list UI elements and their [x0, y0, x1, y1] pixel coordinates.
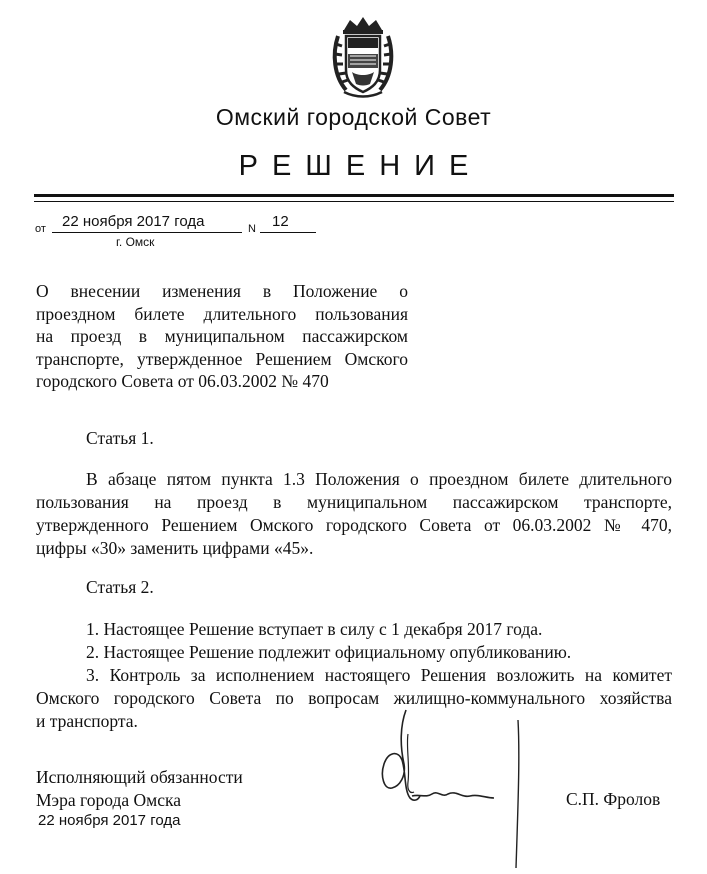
date-from-label: от: [35, 223, 46, 235]
article-1-line: утвержденного Решением Омского городского Совета от 06.03.2002 № 470,: [36, 515, 672, 535]
subject-line: транспорте, утвержденное Решением Омского: [36, 348, 408, 369]
signature-date: 22 ноября 2017 года: [38, 812, 181, 829]
article-1-line: пользования на проезд в муниципальном пассажирском транспорте,: [36, 492, 672, 512]
city-label: г. Омск: [116, 235, 155, 249]
document-subject: [36, 280, 408, 393]
signatory-position: [36, 766, 243, 811]
article-1-body: [36, 468, 672, 560]
header-divider-thick: [34, 194, 674, 197]
position-line: Исполняющий обязанности: [36, 767, 243, 787]
handwritten-signature: [370, 706, 540, 872]
article-2-item-continuation: и транспорта.: [36, 711, 138, 731]
subject-line: на проезд в муниципальном пассажирском: [36, 326, 408, 346]
document-date: 22 ноября 2017 года: [52, 213, 242, 233]
article-2-body: [36, 618, 672, 733]
article-2-title: Статья 2.: [86, 577, 154, 597]
document-type-title: РЕШЕНИЕ: [238, 150, 483, 182]
signatory-name: С.П. Фролов: [566, 789, 661, 809]
article-2-item: 1. Настоящее Решение вступает в силу с 1 декабря 2017 года.: [86, 619, 543, 639]
coat-of-arms-emblem: [330, 14, 396, 98]
article-2-item: 2. Настоящее Решение подлежит официальному опубликованию.: [86, 642, 572, 662]
subject-line: О внесении изменения в Положение о: [36, 281, 408, 301]
subject-line: городского Совета от 06.03.2002 № 470: [36, 371, 329, 391]
article-2-item: 3. Контроль за исполнением настоящего Решения возложить на комитет: [86, 665, 672, 685]
subject-line: проездном билете длительного пользования: [36, 303, 408, 324]
article-1-line: цифры «30» заменить цифрами «45».: [36, 538, 314, 558]
position-line: Мэра города Омска: [36, 789, 181, 810]
document-number: 12: [260, 213, 316, 233]
number-label: N: [248, 223, 256, 235]
article-2-item-continuation: Омского городского Совета по вопросам жилищно-коммунального хозяйства: [36, 688, 672, 708]
article-1-line: В абзаце пятом пункта 1.3 Положения о проездном билете длительного: [86, 469, 672, 489]
council-name: Омский городской Совет: [215, 104, 492, 130]
article-1-title: Статья 1.: [86, 428, 154, 448]
header-divider-thin: [34, 201, 674, 202]
